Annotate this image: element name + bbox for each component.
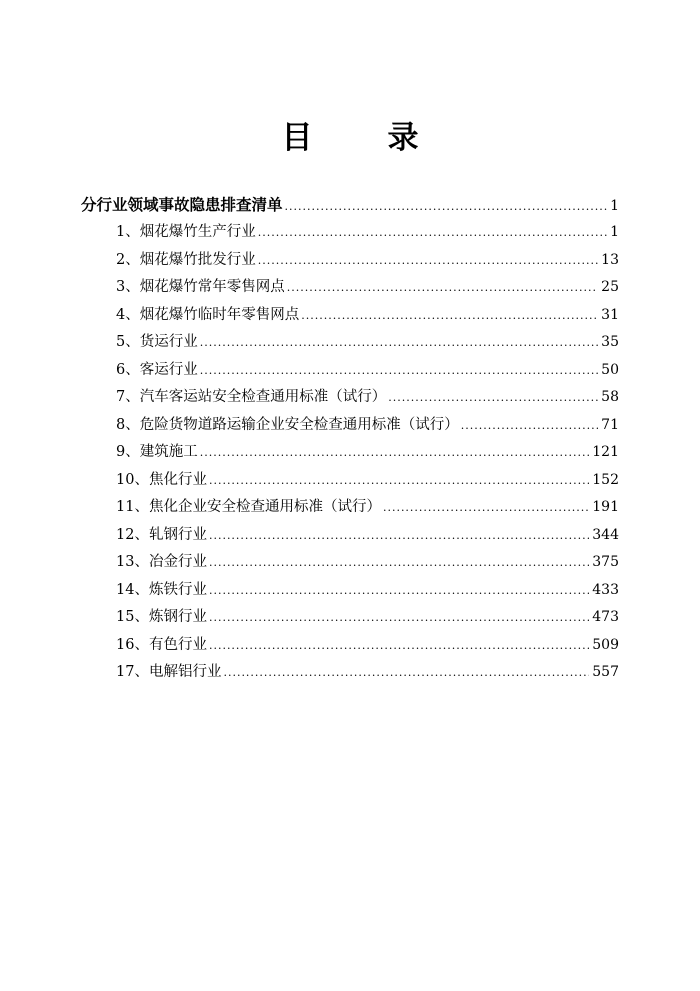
toc-dot-leader [388, 384, 598, 412]
toc-dot-leader [285, 193, 608, 221]
toc-entry[interactable] [81, 274, 619, 302]
toc-entry-text: 6、客运行业 [116, 361, 198, 378]
toc-entry-text: 11、焦化企业安全检查通用标准（试行） [116, 499, 381, 515]
toc-dot-leader [287, 274, 598, 302]
toc-entry-text: 8、危险货物道路运输企业安全检查通用标准（试行） [116, 416, 459, 433]
toc-page-number: 50 [601, 361, 619, 378]
toc-dot-leader [258, 219, 607, 247]
toc-page-number: 344 [592, 526, 619, 543]
toc-dot-leader [209, 549, 589, 577]
toc-entry-text: 4、烟花爆竹临时年零售网点 [116, 306, 300, 323]
toc-entry[interactable] [81, 329, 619, 357]
toc-entry-text: 2、烟花爆竹批发行业 [116, 251, 256, 268]
toc-dot-leader [209, 632, 589, 660]
toc-list [81, 191, 619, 687]
toc-page-number: 121 [592, 444, 619, 460]
toc-entry-text: 17、电解铝行业 [116, 664, 222, 680]
toc-entry[interactable] [81, 247, 619, 275]
toc-dot-leader [301, 302, 598, 330]
toc-entry[interactable] [81, 494, 619, 522]
toc-entry-text: 分行业领域事故隐患排查清单 [81, 196, 283, 214]
toc-entry-text: 5、货运行业 [116, 334, 198, 350]
toc-page-number: 1 [610, 224, 619, 240]
toc-entry[interactable] [81, 659, 619, 687]
toc-entry-text: 3、烟花爆竹常年零售网点 [116, 279, 285, 295]
toc-entry[interactable] [81, 357, 619, 385]
toc-page-number: 25 [601, 279, 619, 295]
toc-dot-leader [209, 522, 589, 550]
toc-entry[interactable] [81, 467, 619, 495]
toc-entry[interactable] [81, 522, 619, 550]
toc-entry-text: 9、建筑施工 [116, 444, 198, 460]
toc-page-number: 557 [592, 664, 619, 680]
toc-page-number: 71 [601, 416, 619, 433]
toc-page-number: 509 [592, 636, 619, 653]
toc-page-number: 473 [592, 609, 619, 625]
toc-entry-text: 7、汽车客运站安全检查通用标准（试行） [116, 389, 387, 405]
toc-entry[interactable] [81, 412, 619, 440]
toc-entry-text: 1、烟花爆竹生产行业 [116, 224, 256, 240]
toc-entry-text: 16、有色行业 [116, 636, 207, 653]
toc-entry[interactable] [81, 439, 619, 467]
toc-dot-leader [209, 467, 589, 495]
toc-dot-leader [383, 494, 589, 522]
toc-entry[interactable] [81, 577, 619, 605]
toc-page-number: 31 [601, 306, 619, 323]
toc-page-number: 58 [601, 389, 619, 405]
toc-page-number: 13 [601, 251, 619, 268]
toc-dot-leader [200, 439, 590, 467]
toc-page-number: 152 [592, 471, 619, 488]
toc-entry-text: 10、焦化行业 [116, 471, 207, 488]
toc-entry[interactable] [81, 604, 619, 632]
toc-dot-leader [223, 659, 589, 687]
toc-page-number: 35 [601, 334, 619, 350]
toc-entry[interactable] [81, 302, 619, 330]
toc-entry[interactable] [81, 549, 619, 577]
toc-page-number: 1 [610, 198, 619, 214]
toc-dot-leader [200, 329, 598, 357]
toc-entry-text: 13、冶金行业 [116, 554, 207, 570]
toc-dot-leader [461, 412, 598, 440]
toc-page-number: 375 [592, 554, 619, 570]
toc-dot-leader [209, 604, 589, 632]
toc-page-number: 433 [592, 581, 619, 598]
toc-entry[interactable] [81, 632, 619, 660]
toc-title: 目 录 [281, 120, 441, 156]
toc-entry-text: 15、炼钢行业 [116, 609, 207, 625]
toc-dot-leader [209, 577, 589, 605]
toc-entry[interactable] [81, 384, 619, 412]
toc-entry-text: 12、轧钢行业 [116, 526, 207, 543]
toc-page-number: 191 [592, 499, 619, 515]
toc-entry-text: 14、炼铁行业 [116, 581, 207, 598]
toc-entry-section[interactable] [81, 191, 619, 219]
toc-dot-leader [258, 247, 598, 275]
toc-dot-leader [200, 357, 598, 385]
toc-entry[interactable] [81, 219, 619, 247]
